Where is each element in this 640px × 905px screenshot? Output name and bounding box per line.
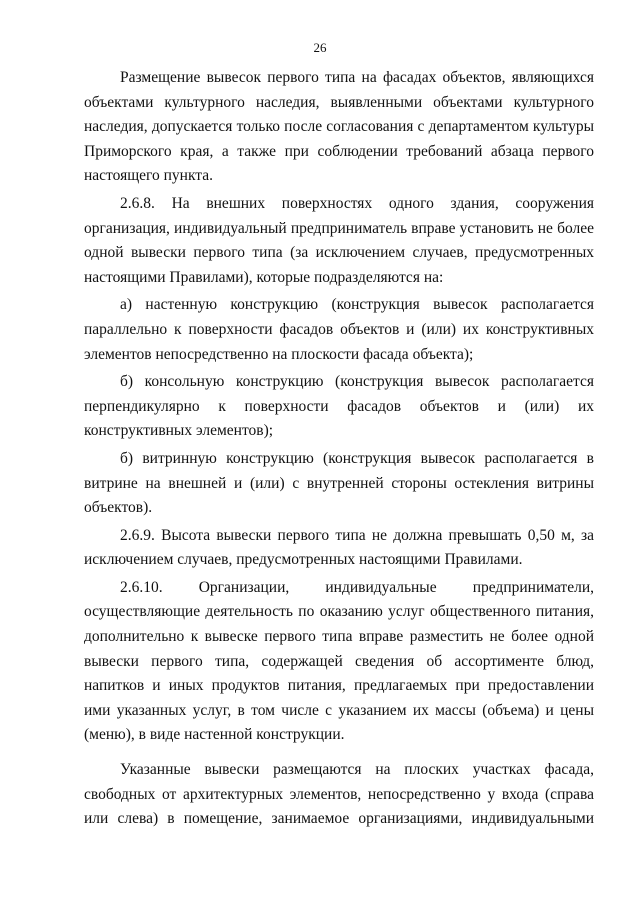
paragraph-2-6-8: 2.6.8. На внешних поверхностях одного здания, сооружения организация, индивидуальный предприниматель вправе установить не более одной вывески первого типа (за исключением случаев, предусмотренных настоящими Правилами), которые подразделяются на: [84,194,594,286]
paragraph-signs-placement: Указанные вывески размещаются на плоских участках фасада, свободных от архитектурных элементов, непосредственно у входа (справа или слева) в помещение, занимаемое организациями, индивидуальными [84,761,594,828]
paragraph-wall-construction: а) настенную конструкцию (конструкция вывесок располагается параллельно к поверхности фасадов объектов и (или) их конструктивных элементов непосредственно на плоскости фасада объекта); [84,296,594,363]
paragraph-2-6-9: 2.6.9. Высота вывески первого типа не должна превышать 0,50 м, за исключением случаев, предусмотренных настоящими Правилами. [84,526,594,569]
paragraph-showcase-construction: б) витринную конструкцию (конструкция вывесок располагается в витрине на внешней и (или) с внутренней стороны остекления витрины объектов). [84,449,594,517]
page-number: 26 [313,40,327,55]
paragraph-cultural-heritage: Размещение вывесок первого типа на фасадах объектов, являющихся объектами культурного наследия, выявленными объектами культурного наследия, допускается только после согласования с департаментом культуры Приморского края, а также при соблюдении требований абзаца первого настоящего пункта. [84,69,594,185]
paragraph-2-6-10: 2.6.10. Организации, индивидуальные предприниматели, осуществляющие деятельность по оказанию услуг общественного питания, дополнительно к вывеске первого типа вправе разместить не более одной вывески первого типа, содержащей сведения об ассортименте блюд, напитков и иных продуктов питания, предлагаемых при предоставлении ими указанных услуг, в том числе с указанием их массы (объема) и цены (меню), в виде настенной конструкции. [84,578,594,744]
document-body [84,66,594,832]
paragraph-console-construction: б) консольную конструкцию (конструкция вывесок располагается перпендикулярно к поверхности фасадов объектов и (или) их конструктивных элементов); [84,373,594,440]
